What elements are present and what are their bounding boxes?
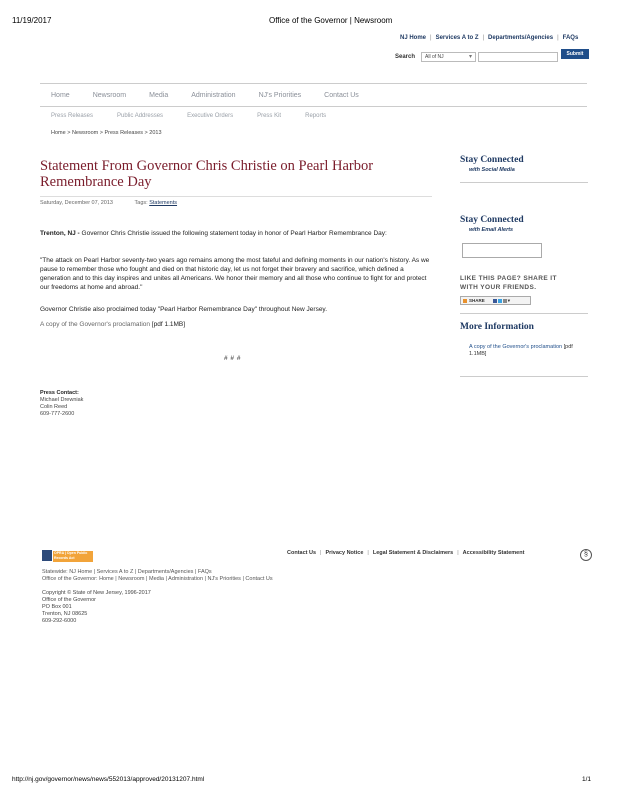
- footer-office: Office of the Governor: [42, 597, 97, 603]
- more-information-heading: More Information: [460, 322, 534, 332]
- press-contact-name-2: Colin Reed: [40, 404, 68, 410]
- stay-connected-social-heading: Stay Connected: [460, 155, 524, 165]
- footer-links: Contact Us | Privacy Notice | Legal Statement & Disclaimers | Accessibility Statement: [287, 550, 525, 556]
- breadcrumb[interactable]: Home > Newsroom > Press Releases > 2013: [51, 130, 162, 136]
- twitter-icon: [498, 299, 502, 303]
- search-label: Search: [395, 54, 416, 60]
- search-submit-button[interactable]: Submit: [561, 49, 589, 59]
- nav-media[interactable]: Media: [149, 91, 169, 99]
- subnav-public-addresses[interactable]: Public Addresses: [117, 113, 164, 119]
- nav-newsroom[interactable]: Newsroom: [92, 91, 127, 99]
- press-contact-name-1: Michael Drewniak: [40, 397, 84, 403]
- top-link-faqs[interactable]: FAQs: [562, 35, 579, 41]
- footer-address: [42, 590, 151, 625]
- email-alerts-link[interactable]: with Email Alerts: [469, 227, 514, 233]
- search-bar: [395, 51, 562, 63]
- sidebar-divider: [460, 182, 588, 183]
- state-seal-icon: §: [580, 549, 592, 561]
- social-media-link[interactable]: with Social Media: [469, 167, 515, 173]
- footer-accessibility-link[interactable]: Accessibility Statement: [462, 550, 525, 556]
- footer-privacy-link[interactable]: Privacy Notice: [325, 550, 364, 556]
- footer-nav: [42, 569, 273, 583]
- lead-text: Governor Chris Christie issued the following statement today in honor of Pearl Harbor Remembrance Day:: [79, 230, 387, 237]
- proclamation-link[interactable]: [40, 321, 185, 328]
- nav-home[interactable]: Home: [51, 91, 70, 99]
- tag-link-statements[interactable]: Statements: [149, 200, 178, 206]
- article-date: Saturday, December 07, 2013: [40, 200, 113, 206]
- opra-badge-icon: [42, 550, 52, 561]
- email-icon: [503, 299, 507, 303]
- nav-priorities[interactable]: NJ's Priorities: [258, 91, 302, 99]
- print-title: Office of the Governor | Newsroom: [269, 16, 393, 25]
- subnav-executive-orders[interactable]: Executive Orders: [187, 113, 234, 119]
- footer-contact-link[interactable]: Contact Us: [287, 550, 317, 556]
- article-lead: [40, 229, 433, 238]
- proclamation-size: [pdf 1.1MB]: [150, 321, 186, 328]
- article-meta: [40, 200, 177, 206]
- nav-contact[interactable]: Contact Us: [324, 91, 359, 99]
- stay-connected-email-heading: Stay Connected: [460, 215, 524, 225]
- more-info-link-size: [pdf 1.1MB]: [469, 344, 573, 357]
- chevron-down-icon: ▾: [507, 297, 511, 303]
- copyright: Copyright © State of New Jersey, 1996-2017: [42, 590, 151, 596]
- footer-city: Trenton, NJ 08625: [42, 611, 88, 617]
- subnav-reports[interactable]: Reports: [305, 113, 327, 119]
- article-closing: Governor Christie also proclaimed today "Pearl Harbor Remembrance Day" throughout New Jersey.: [40, 306, 328, 313]
- top-links: NJ Home | Services A to Z | Departments/Agencies | FAQs: [400, 35, 579, 41]
- opra-label: OPRA | Open Public Records Act: [53, 551, 93, 562]
- press-contact: [40, 390, 83, 418]
- press-contact-phone: 609-777-2600: [40, 411, 75, 417]
- sub-nav: [51, 113, 350, 119]
- more-info-link-text[interactable]: A copy of the Governor's proclamation: [469, 344, 563, 350]
- dateline: Trenton, NJ -: [40, 230, 80, 237]
- sidebar-divider: [460, 313, 588, 314]
- more-info-link[interactable]: [469, 344, 579, 358]
- footer-office-links[interactable]: Office of the Governor: Home | Newsroom | Media | Administration | NJ's Priorities | Contact Us: [42, 576, 273, 582]
- title-divider: [40, 196, 432, 197]
- top-link-departments[interactable]: Departments/Agencies: [488, 35, 554, 41]
- share-prompt: LIKE THIS PAGE? SHARE IT WITH YOUR FRIENDS.: [460, 275, 557, 291]
- search-input[interactable]: [478, 52, 558, 62]
- print-date: 11/19/2017: [12, 16, 52, 25]
- end-mark: # # #: [224, 355, 241, 362]
- main-nav: [40, 83, 587, 107]
- search-scope-select[interactable]: All of NJ ▾: [421, 52, 476, 62]
- top-link-services[interactable]: Services A to Z: [435, 35, 479, 41]
- subnav-press-releases[interactable]: Press Releases: [51, 113, 94, 119]
- page-title: Statement From Governor Chris Christie on Pearl Harbor Remembrance Day: [40, 158, 374, 190]
- article-quote: "The attack on Pearl Harbor seventy-two years ago remains among the most fateful and defining moments in our nation's history. As we pause to remember those who fought and died on that historic day, let us not forget their bravery and sacrifice, which defined a generation and to this day inspires and unites all Americans. We honor their memory and all those who continue to fight for and protect our freedoms at home and abroad.": [40, 257, 430, 291]
- facebook-icon: [493, 299, 497, 303]
- footer-po-box: PO Box 001: [42, 604, 72, 610]
- nav-administration[interactable]: Administration: [191, 91, 236, 99]
- press-contact-label: Press Contact:: [40, 390, 79, 396]
- sidebar-divider: [460, 376, 588, 377]
- proclamation-link-text[interactable]: A copy of the Governor's proclamation: [40, 321, 150, 328]
- share-icon: [463, 299, 467, 303]
- tags-label: Tags:: [134, 200, 148, 206]
- email-field[interactable]: [462, 243, 542, 258]
- opra-logo[interactable]: [42, 548, 94, 565]
- print-page-number: 1/1: [582, 776, 592, 783]
- print-url: http://nj.gov/governor/news/news/552013/approved/20131207.html: [12, 776, 205, 783]
- chevron-down-icon: ▾: [469, 54, 473, 60]
- footer-legal-link[interactable]: Legal Statement & Disclaimers: [372, 550, 454, 556]
- share-button[interactable]: SHARE ▾: [460, 296, 531, 305]
- top-link-nj-home[interactable]: NJ Home: [400, 35, 427, 41]
- subnav-press-kit[interactable]: Press Kit: [257, 113, 282, 119]
- footer-statewide-links[interactable]: Statewide: NJ Home | Services A to Z | Departments/Agencies | FAQs: [42, 569, 212, 575]
- footer-phone: 609-292-6000: [42, 618, 77, 624]
